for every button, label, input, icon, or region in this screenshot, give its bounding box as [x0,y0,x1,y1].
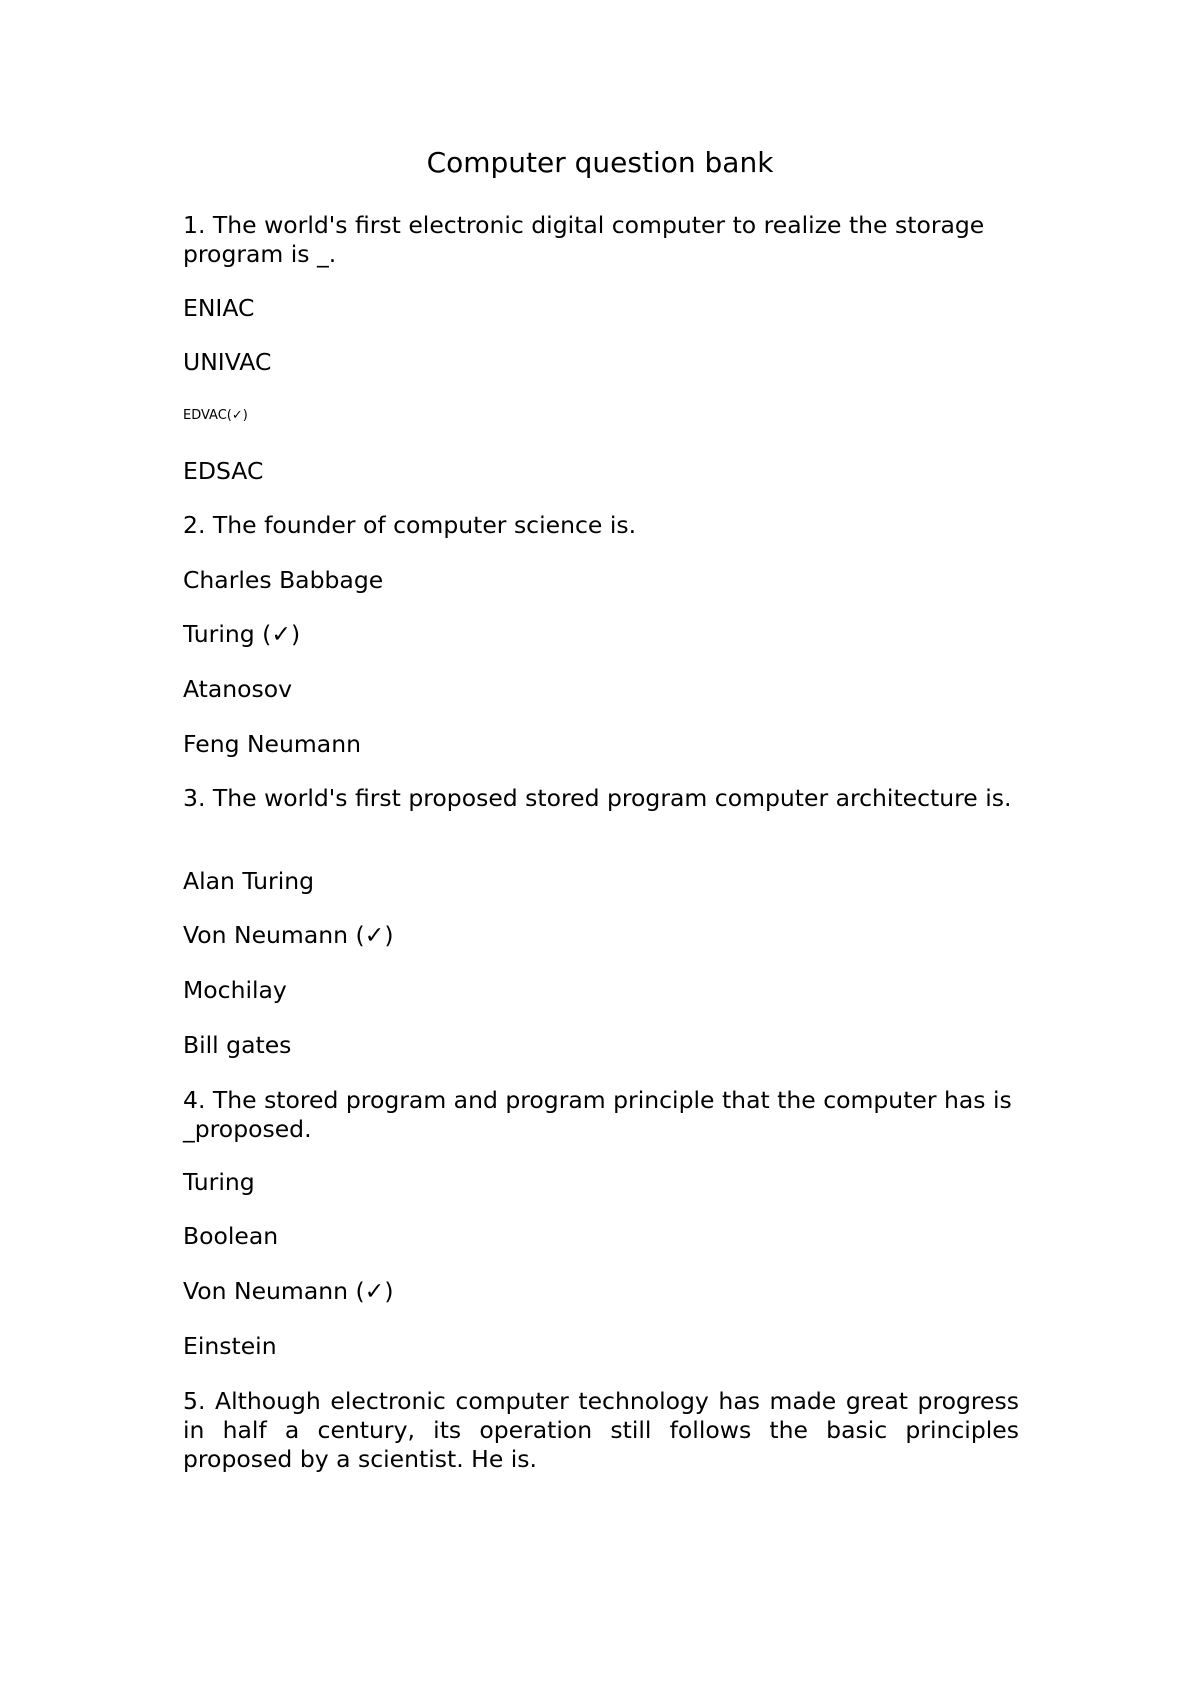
question-4-option-3-correct: Von Neumann (✓) [183,1277,394,1305]
question-1-option-2: UNIVAC [183,348,272,376]
question-2-option-2-correct: Turing (✓) [183,620,301,648]
question-4-option-4: Einstein [183,1332,277,1360]
question-1-option-4: EDSAC [183,457,264,485]
question-4-text: 4. The stored program and program principle that the computer has is _proposed. [183,1086,1012,1143]
question-1-option-1: ENIAC [183,294,255,322]
question-4-option-2: Boolean [183,1222,279,1250]
question-3-option-3: Mochilay [183,976,287,1004]
document-title: Computer question bank [426,146,774,179]
question-5-text: 5. Although electronic computer technology has made great progress in half a century, its operation still follows the basic principles proposed by a scientist. He is. [183,1387,1019,1473]
question-2-option-1: Charles Babbage [183,566,384,594]
question-1-text: 1. The world's first electronic digital computer to realize the storage program is _. [183,211,985,268]
question-3-text: 3. The world's first proposed stored program computer architecture is. [183,784,1012,812]
question-2-option-4: Feng Neumann [183,730,361,758]
question-2-text: 2. The founder of computer science is. [183,511,637,539]
question-1-option-3-correct: EDVAC(✓) [183,408,248,423]
question-3-option-2-correct: Von Neumann (✓) [183,921,394,949]
question-3-option-4: Bill gates [183,1031,292,1059]
question-2-option-3: Atanosov [183,675,293,703]
question-3-option-1: Alan Turing [183,867,315,895]
question-4-option-1: Turing [183,1168,255,1196]
